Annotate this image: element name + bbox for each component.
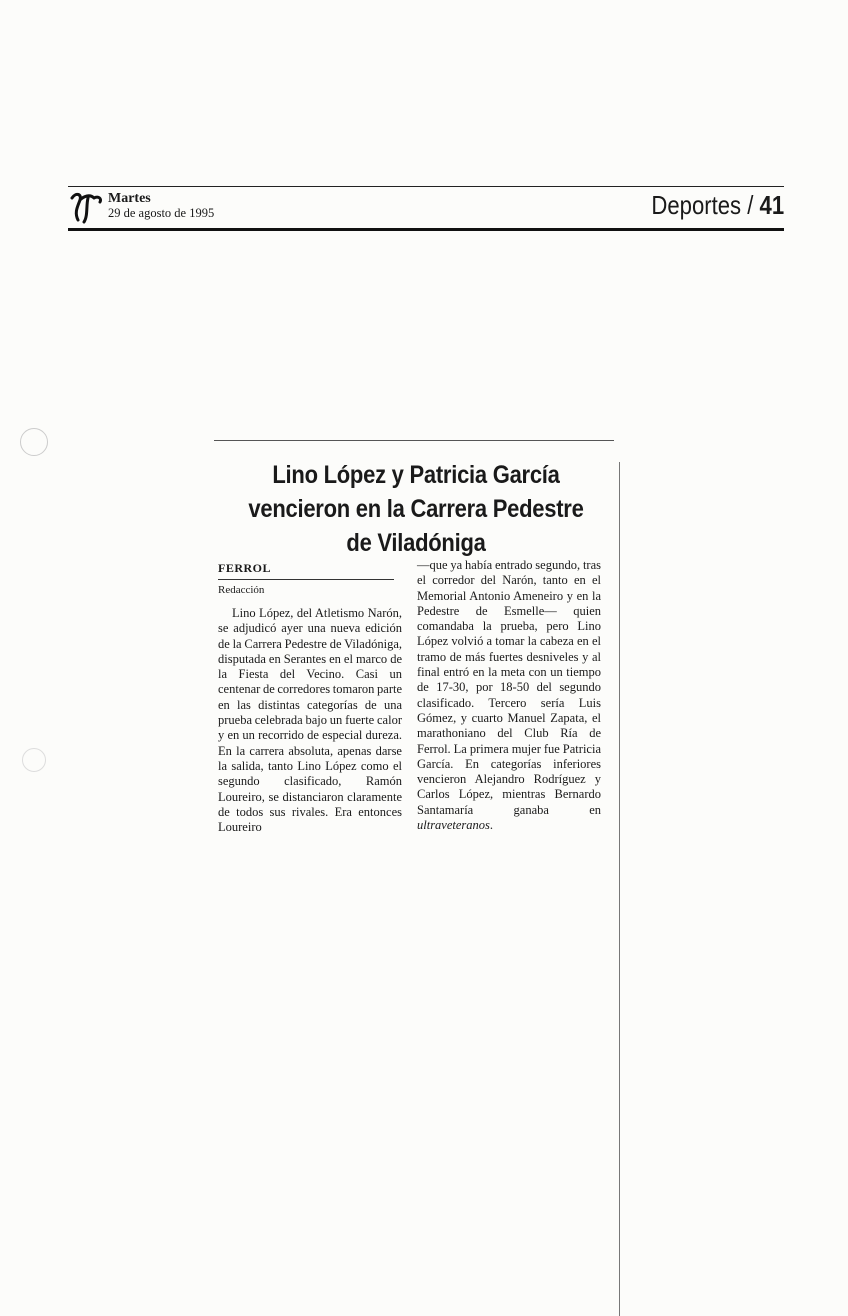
byline-rule: [218, 579, 394, 580]
body-right-italic: ultraveteranos: [417, 818, 490, 833]
page-header: [68, 186, 784, 232]
byline: [218, 561, 394, 596]
page-number: 41: [759, 190, 784, 220]
article-headline: Lino López y Patricia García vencieron en la Carrera Pedestre de Viladóniga: [248, 461, 584, 557]
header-top-rule: [68, 186, 784, 187]
article-side-rule: [619, 462, 620, 1316]
issue-date: 29 de agosto de 1995: [108, 206, 215, 220]
header-bottom-rule: [68, 228, 784, 231]
article-body-left: Lino López, del Atletismo Narón, se adjudicó ayer una nueva edición de la Carrera Pedestre de Viladóniga, disputada en Serantes en el marco de la Fiesta del Vecino. Casi un centenar de corredores tomaron parte en las distintas categorías de una prueba celebrada bajo un fuerte calor y en un recorrido de especial dureza. En la carrera absoluta, apenas darse la salida, tanto Lino López como el segundo clasificado, Ramón Loureiro, se distanciaron claramente de todos sus rivales. Era entonces Loureiro: [218, 606, 403, 835]
body-right-end: .: [489, 818, 494, 833]
date-block: [108, 192, 214, 220]
article-column-right: [417, 558, 601, 833]
dateline-place: FERROL: [218, 561, 272, 575]
body-right-text: —que ya había entrado segundo, tras el corredor del Narón, tanto en el Memorial Antonio Ameneiro y en la Pedestre de Esmelle— quien comandaba la prueba, pero Lino López volvió a tomar la cabeza en el tramo de más fuertes desniveles y al final entró en la meta con un tiempo de 17-30, por 18-50 del segundo clasificado. Tercero sería Luis Gómez, y cuarto Manuel Zapata, el marathoniano del Club Ría de Ferrol. La primera mujer fue Patricia García. En categorías inferiores vencieron Alejandro Rodríguez y Carlos López, mientras Bernardo Santamaría ganaba en: [417, 558, 601, 817]
weekday: Martes: [108, 191, 151, 206]
article-top-rule: [214, 440, 614, 441]
article-body-right: [417, 558, 601, 833]
section-name: Deportes /: [651, 190, 754, 220]
article-column-left: [218, 606, 402, 835]
newspaper-logo-icon: [68, 190, 104, 226]
byline-source: Redacción: [218, 584, 265, 596]
paper-mark: [22, 748, 46, 772]
paper-mark: [20, 428, 48, 456]
section-page-label: [651, 190, 784, 221]
